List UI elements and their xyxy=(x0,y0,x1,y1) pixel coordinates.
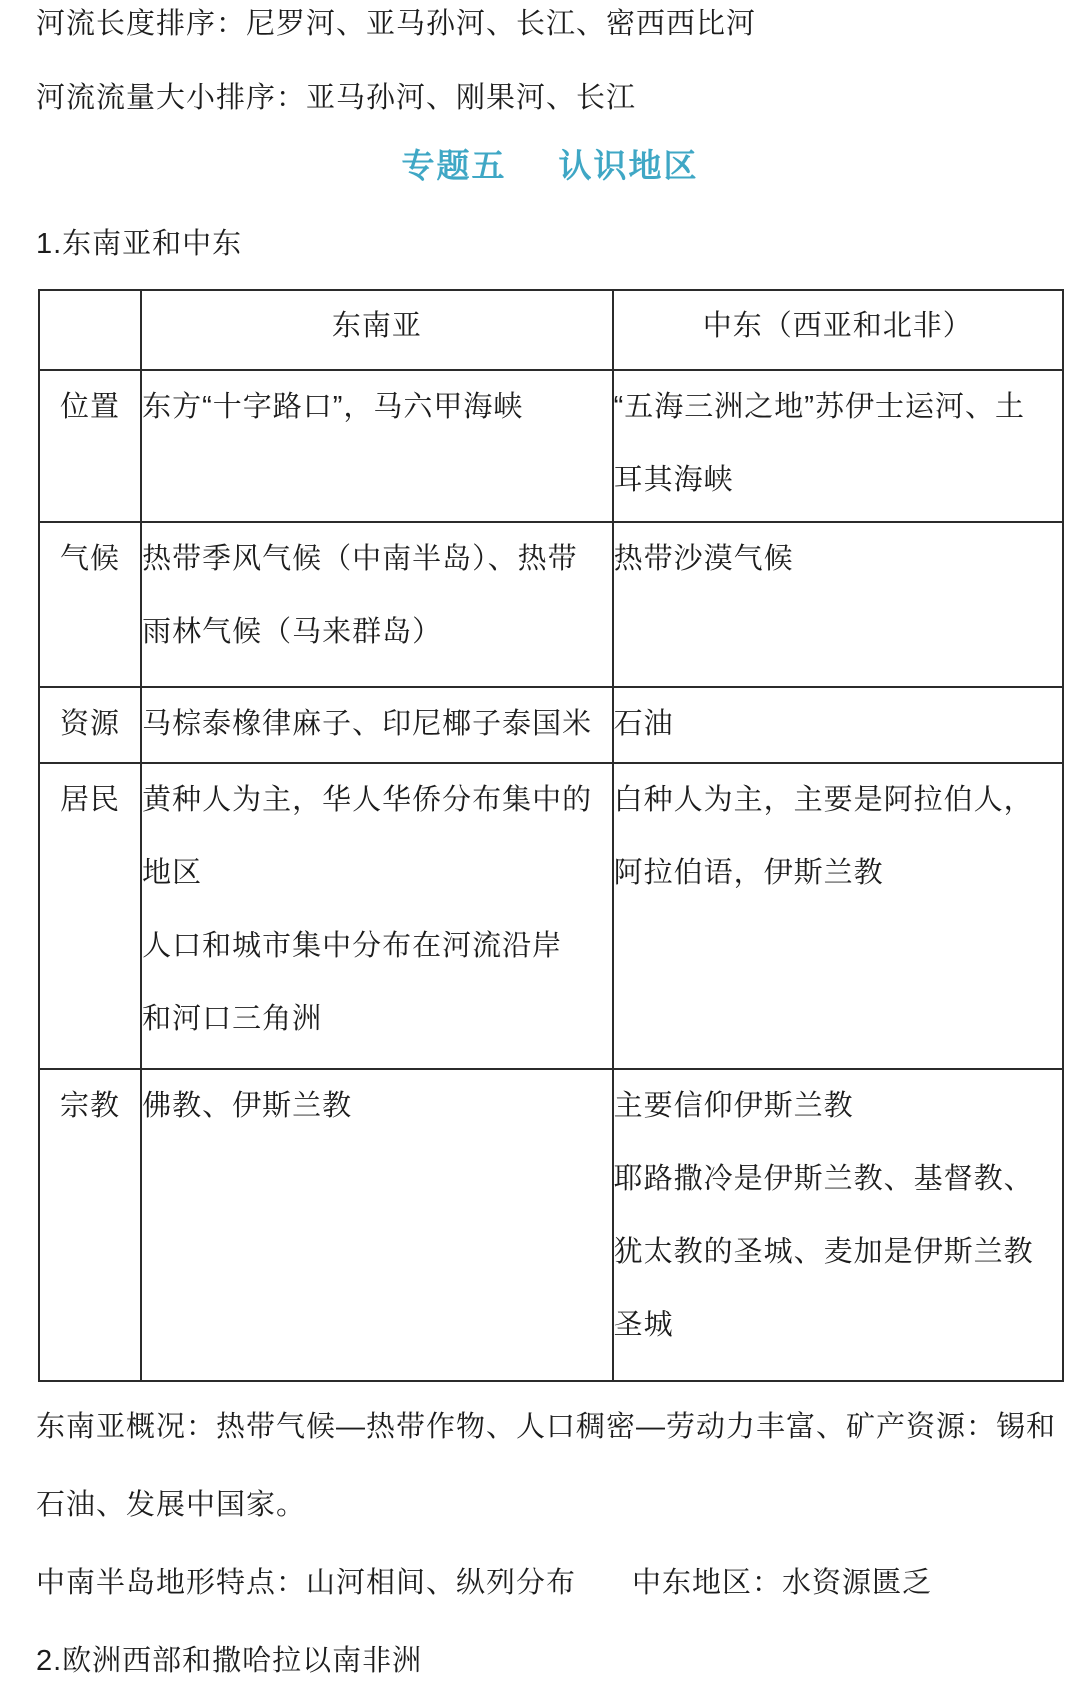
topic-title xyxy=(36,142,1064,190)
section-1-heading: 1.东南亚和中东 xyxy=(36,228,243,260)
climate-seasia-cell xyxy=(141,522,613,687)
table-row-climate xyxy=(39,522,1063,687)
residents-mideast-cell xyxy=(613,763,1063,1069)
region-comparison-table xyxy=(38,289,1064,1382)
row-label-location: 位置 xyxy=(39,370,141,522)
cell-text-line: 热带季风气候（中南半岛）、热带 xyxy=(142,543,578,575)
row-label-climate: 气候 xyxy=(39,522,141,687)
header-cell-seasia: 东南亚 xyxy=(141,290,613,370)
cell-text-line: 热带沙漠气候 xyxy=(613,543,794,575)
cell-text-line: 东方“十字路口”，马六甲海峡 xyxy=(142,391,524,423)
religion-mideast-cell xyxy=(613,1069,1063,1381)
table-row-religion xyxy=(39,1069,1063,1381)
seasia-overview-line-2: 石油、发展中国家。 xyxy=(36,1489,307,1521)
cell-text-line: 阿拉伯语，伊斯兰教 xyxy=(613,857,884,889)
residents-seasia-cell xyxy=(141,763,613,1069)
header-cell-empty xyxy=(39,290,141,370)
cell-text-line: 白种人为主，主要是阿拉伯人， xyxy=(613,784,1034,816)
header-cell-mideast: 中东（西亚和北非） xyxy=(613,290,1063,370)
row-label-residents: 居民 xyxy=(39,763,141,1069)
summary-block xyxy=(36,1388,1064,1700)
cell-text-line: 犹太教的圣城、麦加是伊斯兰教 xyxy=(613,1236,1034,1268)
cell-text-line: 主要信仰伊斯兰教 xyxy=(613,1090,854,1122)
cell-text-line: 耳其海峡 xyxy=(613,464,734,496)
topic-title-number: 专题五 xyxy=(401,147,507,184)
table-header-row xyxy=(39,290,1063,370)
cell-text-line: 黄种人为主，华人华侨分布集中的 xyxy=(142,784,593,816)
resources-seasia-cell xyxy=(141,687,613,763)
cell-text-line: 石油 xyxy=(613,708,674,740)
terrain-and-water-line xyxy=(36,1544,1064,1622)
cell-text-line: “五海三洲之地”苏伊士运河、土 xyxy=(613,391,1025,423)
cell-text-line: 人口和城市集中分布在河流沿岸 xyxy=(142,930,563,962)
mideast-water-text: 中东地区：水资源匮乏 xyxy=(632,1567,933,1599)
cell-text-line: 耶路撒冷是伊斯兰教、基督教、 xyxy=(613,1163,1034,1195)
table-row-residents xyxy=(39,763,1063,1069)
section-2-heading: 2.欧洲西部和撒哈拉以南非洲 xyxy=(36,1645,423,1677)
row-label-religion: 宗教 xyxy=(39,1069,141,1381)
climate-mideast-cell xyxy=(613,522,1063,687)
cell-text-line: 地区 xyxy=(142,857,203,889)
cell-text-line: 圣城 xyxy=(613,1309,674,1341)
table-row-resources xyxy=(39,687,1063,763)
cell-text-line: 佛教、伊斯兰教 xyxy=(142,1090,353,1122)
peninsula-terrain-text: 中南半岛地形特点：山河相间、纵列分布 xyxy=(36,1567,577,1599)
table-row-location xyxy=(39,370,1063,522)
river-length-ranking-line: 河流长度排序：尼罗河、亚马孙河、长江、密西西比河 xyxy=(36,8,757,40)
resources-mideast-cell xyxy=(613,687,1063,763)
cell-text-line: 雨林气候（马来群岛） xyxy=(142,616,443,648)
row-label-resources: 资源 xyxy=(39,687,141,763)
cell-text-line: 马棕泰橡律麻子、印尼椰子泰国米 xyxy=(142,708,593,740)
topic-title-text: 认识地区 xyxy=(558,147,699,184)
religion-seasia-cell xyxy=(141,1069,613,1381)
river-flow-ranking-line: 河流流量大小排序：亚马孙河、刚果河、长江 xyxy=(36,82,637,114)
location-seasia-cell xyxy=(141,370,613,522)
location-mideast-cell xyxy=(613,370,1063,522)
seasia-overview-line-1: 东南亚概况：热带气候—热带作物、人口稠密—劳动力丰富、矿产资源：锡和 xyxy=(36,1411,1057,1443)
cell-text-line: 和河口三角洲 xyxy=(142,1003,323,1035)
